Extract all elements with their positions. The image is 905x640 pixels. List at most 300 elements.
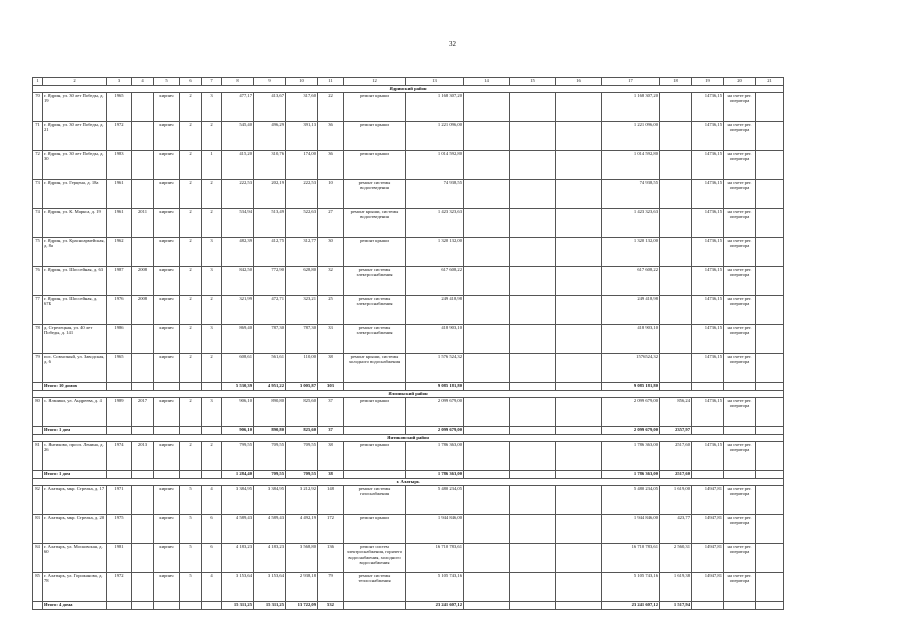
table-cell: Итого: 1 дом: [43, 427, 107, 435]
table-cell: [556, 93, 602, 122]
table-cell: [510, 471, 556, 479]
table-cell: 1 576 524,32: [406, 354, 464, 383]
table-cell: 14736,15: [692, 93, 724, 122]
table-cell: [344, 383, 406, 391]
table-cell: 1 423 323,63: [406, 209, 464, 238]
table-cell: [556, 427, 602, 435]
table-cell: кирпич: [154, 544, 180, 573]
total-row: [33, 471, 784, 479]
table-cell: ремонт крыши, системы водоотведения: [344, 209, 406, 238]
table-cell: [154, 427, 180, 435]
table-row: [33, 267, 784, 296]
table-cell: [756, 383, 784, 391]
table-cell: [344, 427, 406, 435]
table-cell: 2 560,31: [660, 544, 692, 573]
table-cell: 81: [33, 442, 43, 471]
table-cell: 5: [180, 573, 202, 602]
table-cell: 11: [318, 78, 344, 86]
table-cell: 148: [318, 486, 344, 515]
table-cell: 1975: [107, 515, 132, 544]
table-cell: [660, 93, 692, 122]
table-cell: [510, 180, 556, 209]
table-cell: [180, 602, 202, 610]
table-cell: 10: [286, 78, 318, 86]
table-cell: [556, 471, 602, 479]
table-cell: [756, 398, 784, 427]
table-cell: на счете рег. оператора: [724, 573, 756, 602]
table-cell: 9 085 181,80: [602, 383, 660, 391]
table-cell: [180, 383, 202, 391]
table-row: [33, 573, 784, 602]
table-cell: [464, 486, 510, 515]
table-cell: [464, 238, 510, 267]
table-cell: кирпич: [154, 296, 180, 325]
table-cell: кирпич: [154, 267, 180, 296]
table-cell: 70: [33, 93, 43, 122]
table-cell: 3 568,80: [286, 544, 318, 573]
table-cell: 33: [318, 325, 344, 354]
table-cell: [180, 471, 202, 479]
table-cell: 608,61: [222, 354, 254, 383]
table-cell: 412,75: [254, 238, 286, 267]
table-cell: [556, 442, 602, 471]
table-cell: [510, 93, 556, 122]
table-cell: пос. Совхозный, ул. Заводская, д. 6: [43, 354, 107, 383]
table-cell: 1 786 363,00: [406, 471, 464, 479]
table-row: [33, 180, 784, 209]
table-cell: 1974: [107, 442, 132, 471]
table-cell: 3 384,95: [254, 486, 286, 515]
total-row: [33, 427, 784, 435]
table-cell: 617 608,22: [406, 267, 464, 296]
table-cell: 3: [202, 398, 222, 427]
region-name: г. Алатырь: [33, 479, 784, 486]
table-cell: с. Яльчики, ул. Андреева, д. 4: [43, 398, 107, 427]
table-cell: 2: [180, 296, 202, 325]
table-cell: 16: [556, 78, 602, 86]
table-cell: 1 619,00: [660, 486, 692, 515]
table-cell: 1 168 307,20: [602, 93, 660, 122]
table-cell: [660, 383, 692, 391]
table-cell: 2: [202, 296, 222, 325]
table-cell: [33, 383, 43, 391]
table-cell: 1 168 307,20: [406, 93, 464, 122]
table-body: [33, 78, 784, 610]
table-cell: г. Ядрин, ул. 30 лет Победы, д. 30: [43, 151, 107, 180]
table-cell: на счете рег. оператора: [724, 325, 756, 354]
table-cell: 4: [202, 573, 222, 602]
table-cell: [756, 427, 784, 435]
table-cell: 222,53: [222, 180, 254, 209]
table-cell: 2: [180, 442, 202, 471]
table-cell: 30: [318, 238, 344, 267]
table-cell: 4 589,43: [254, 515, 286, 544]
table-cell: [132, 383, 154, 391]
table-cell: 2: [180, 209, 202, 238]
table-cell: 14736,15: [692, 354, 724, 383]
table-cell: кирпич: [154, 151, 180, 180]
table-cell: [132, 544, 154, 573]
table-cell: 303: [318, 383, 344, 391]
table-cell: [660, 296, 692, 325]
table-cell: г. Ядрин, ул. Шоссейная, д. 67Б: [43, 296, 107, 325]
table-cell: 79: [318, 573, 344, 602]
table-cell: [756, 209, 784, 238]
table-cell: на счете рег. оператора: [724, 296, 756, 325]
table-cell: 38: [318, 354, 344, 383]
table-cell: 73: [33, 180, 43, 209]
table-cell: 1 320 132,00: [406, 238, 464, 267]
table-cell: [107, 427, 132, 435]
table-cell: 3 384,95: [222, 486, 254, 515]
table-cell: 38: [318, 442, 344, 471]
table-cell: [344, 471, 406, 479]
table-cell: 174,00: [286, 151, 318, 180]
table-cell: [132, 122, 154, 151]
table-cell: 1981: [107, 544, 132, 573]
table-cell: 6: [202, 544, 222, 573]
table-cell: кирпич: [154, 398, 180, 427]
table-cell: 2008: [132, 296, 154, 325]
table-cell: 21: [756, 78, 784, 86]
table-cell: 1 786 363,00: [602, 471, 660, 479]
table-cell: [132, 573, 154, 602]
table-cell: [132, 471, 154, 479]
table-cell: 1971: [107, 486, 132, 515]
region-name: Ядринский район: [33, 86, 784, 93]
table-cell: ремонт крыши: [344, 93, 406, 122]
table-cell: 418 903,10: [602, 325, 660, 354]
table-cell: 32: [318, 267, 344, 296]
table-cell: 545,40: [222, 122, 254, 151]
table-cell: 2: [180, 180, 202, 209]
table-cell: 249 418,98: [406, 296, 464, 325]
table-cell: ремонт систем электроснабжения, горячего водоснабжения, холодного водоснабжения: [344, 544, 406, 573]
table-cell: 1961: [107, 180, 132, 209]
table-cell: 14736,15: [692, 122, 724, 151]
table-cell: 136: [318, 544, 344, 573]
table-cell: г. Ядрин, ул. 30 лет Победы, д. 21: [43, 122, 107, 151]
table-cell: [692, 471, 724, 479]
table-cell: кирпич: [154, 573, 180, 602]
table-cell: [660, 325, 692, 354]
table-cell: 14736,15: [692, 325, 724, 354]
table-cell: [33, 471, 43, 479]
table-cell: [132, 354, 154, 383]
table-cell: [132, 325, 154, 354]
region-header-row: [33, 479, 784, 486]
table-cell: [510, 442, 556, 471]
table-cell: 16 710 783,61: [406, 544, 464, 573]
table-cell: Итого: 1 дом: [43, 471, 107, 479]
table-cell: 37: [318, 398, 344, 427]
table-cell: [660, 122, 692, 151]
table-row: [33, 122, 784, 151]
table-cell: 38: [318, 471, 344, 479]
table-cell: кирпич: [154, 515, 180, 544]
table-cell: 1972: [107, 573, 132, 602]
table-cell: [510, 354, 556, 383]
table-cell: 19: [692, 78, 724, 86]
table-cell: [510, 238, 556, 267]
table-cell: кирпич: [154, 486, 180, 515]
table-cell: 83: [33, 515, 43, 544]
table-cell: ремонт системы электроснабжения: [344, 325, 406, 354]
table-cell: [464, 354, 510, 383]
table-cell: 1 423 323,63: [602, 209, 660, 238]
table-cell: 472,71: [254, 296, 286, 325]
table-cell: 16 710 783,61: [602, 544, 660, 573]
table-cell: 2011: [132, 209, 154, 238]
table-cell: 14947,81: [692, 515, 724, 544]
table-cell: [556, 573, 602, 602]
table-cell: 76: [33, 267, 43, 296]
table-cell: 14736,15: [692, 398, 724, 427]
table-cell: [464, 122, 510, 151]
table-cell: 1 320 132,00: [602, 238, 660, 267]
table-cell: 80: [33, 398, 43, 427]
table-cell: 418 903,10: [406, 325, 464, 354]
table-cell: [756, 602, 784, 610]
table-cell: 482,39: [222, 238, 254, 267]
table-cell: [556, 383, 602, 391]
table-cell: 1965: [107, 93, 132, 122]
table-cell: 4 951,22: [254, 383, 286, 391]
table-cell: 1 944 846,00: [406, 515, 464, 544]
table-cell: 2: [180, 354, 202, 383]
table-cell: [756, 325, 784, 354]
table-cell: 2: [180, 325, 202, 354]
table-cell: [510, 296, 556, 325]
table-cell: ремонт крыши: [344, 398, 406, 427]
table-cell: г. Алатырь, ул. Московская, д. 60: [43, 544, 107, 573]
table-cell: 6: [202, 515, 222, 544]
table-row: [33, 398, 784, 427]
table-cell: [556, 515, 602, 544]
table-cell: на счете рег. оператора: [724, 180, 756, 209]
table-cell: 709,55: [286, 471, 318, 479]
page-number: 32: [449, 40, 456, 48]
table-cell: на счете рег. оператора: [724, 151, 756, 180]
table-cell: 1962: [107, 238, 132, 267]
table-cell: кирпич: [154, 238, 180, 267]
table-cell: [756, 486, 784, 515]
table-cell: [510, 383, 556, 391]
table-cell: кирпич: [154, 209, 180, 238]
table-cell: на счете рег. оператора: [724, 515, 756, 544]
table-cell: [464, 325, 510, 354]
table-cell: 312,77: [286, 238, 318, 267]
table-cell: 5: [180, 515, 202, 544]
table-cell: кирпич: [154, 442, 180, 471]
total-row: [33, 383, 784, 391]
total-row: [33, 602, 784, 610]
table-cell: 4 183,23: [254, 544, 286, 573]
table-cell: [132, 427, 154, 435]
table-cell: 1987: [107, 267, 132, 296]
table-cell: Итого: 10 домов: [43, 383, 107, 391]
table-cell: 477,17: [222, 93, 254, 122]
table-cell: 5 105 743,16: [602, 573, 660, 602]
table-cell: [556, 296, 602, 325]
table-cell: 825,60: [286, 427, 318, 435]
table-cell: [510, 122, 556, 151]
table-cell: [724, 602, 756, 610]
table-cell: [692, 427, 724, 435]
table-cell: 2517,60: [660, 442, 692, 471]
table-cell: 79: [33, 354, 43, 383]
table-cell: 3: [202, 238, 222, 267]
table-cell: 1: [33, 78, 43, 86]
table-cell: 4 492,19: [286, 515, 318, 544]
table-cell: [556, 354, 602, 383]
table-cell: [756, 515, 784, 544]
table-row: [33, 238, 784, 267]
table-cell: 709,55: [254, 471, 286, 479]
table-cell: [556, 398, 602, 427]
table-cell: 2357,97: [660, 427, 692, 435]
table-cell: [660, 151, 692, 180]
table-cell: 906,10: [222, 427, 254, 435]
table-cell: 1 284,40: [222, 471, 254, 479]
table-cell: [202, 602, 222, 610]
table-cell: 321,99: [222, 296, 254, 325]
table-cell: 415,20: [222, 151, 254, 180]
table-cell: 14947,81: [692, 573, 724, 602]
table-cell: 74: [33, 209, 43, 238]
table-cell: 22: [318, 93, 344, 122]
table-cell: [510, 209, 556, 238]
table-cell: 9 085 181,80: [406, 383, 464, 391]
table-cell: [756, 180, 784, 209]
table-cell: [660, 267, 692, 296]
table-cell: 15 311,25: [222, 602, 254, 610]
table-cell: [132, 486, 154, 515]
table-cell: [107, 471, 132, 479]
table-cell: 3: [202, 93, 222, 122]
table-cell: 9: [254, 78, 286, 86]
table-cell: 18: [660, 78, 692, 86]
table-cell: кирпич: [154, 93, 180, 122]
table-cell: ремонт крыши: [344, 238, 406, 267]
table-cell: [132, 151, 154, 180]
table-cell: 5: [180, 544, 202, 573]
table-cell: 2 099 679,00: [602, 398, 660, 427]
table-cell: [692, 383, 724, 391]
table-cell: 14736,15: [692, 296, 724, 325]
table-cell: ремонт системы водоотведения: [344, 180, 406, 209]
region-header-row: [33, 435, 784, 442]
table-cell: [756, 471, 784, 479]
table-cell: [756, 296, 784, 325]
table-cell: 825,60: [286, 398, 318, 427]
table-cell: 3: [202, 267, 222, 296]
table-cell: [33, 602, 43, 610]
table-cell: [510, 544, 556, 573]
table-cell: 1 786 363,00: [602, 442, 660, 471]
table-cell: 14736,15: [692, 442, 724, 471]
table-cell: [756, 442, 784, 471]
table-cell: [756, 573, 784, 602]
table-cell: 2: [202, 122, 222, 151]
table-cell: на счете рег. оператора: [724, 486, 756, 515]
table-cell: [464, 602, 510, 610]
table-cell: г. Ядрин, ул. Шоссейная, д. 63: [43, 267, 107, 296]
table-cell: 2: [202, 354, 222, 383]
table-row: [33, 442, 784, 471]
column-number-row: [33, 78, 784, 86]
table-cell: [132, 602, 154, 610]
table-cell: [464, 515, 510, 544]
table-cell: 2008: [132, 267, 154, 296]
table-cell: 2: [180, 267, 202, 296]
table-cell: [556, 325, 602, 354]
table-cell: 323,21: [286, 296, 318, 325]
table-cell: [724, 427, 756, 435]
table-cell: ремонт крыши, системы холодного водоснабжения: [344, 354, 406, 383]
table-cell: 72: [33, 151, 43, 180]
table-cell: 2 099 679,00: [406, 427, 464, 435]
table-cell: 522,63: [286, 209, 318, 238]
table-cell: [756, 354, 784, 383]
table-cell: 3: [202, 325, 222, 354]
table-cell: [756, 151, 784, 180]
table-cell: на счете рег. оператора: [724, 122, 756, 151]
table-cell: [660, 180, 692, 209]
table-cell: 249 418,98: [602, 296, 660, 325]
table-cell: 8: [222, 78, 254, 86]
table-cell: на счете рег. оператора: [724, 354, 756, 383]
table-row: [33, 325, 784, 354]
table-cell: [556, 544, 602, 573]
table-cell: 3 212,92: [286, 486, 318, 515]
table-cell: на счете рег. оператора: [724, 398, 756, 427]
table-row: [33, 486, 784, 515]
table-cell: [510, 151, 556, 180]
table-cell: 5 480 234,05: [602, 486, 660, 515]
table-cell: 496,29: [254, 122, 286, 151]
table-cell: 1 944 846,00: [602, 515, 660, 544]
table-cell: 1 786 363,00: [406, 442, 464, 471]
table-cell: [464, 267, 510, 296]
table-cell: [510, 267, 556, 296]
table-cell: 78: [33, 325, 43, 354]
table-cell: 709,55: [286, 442, 318, 471]
table-cell: 532: [318, 602, 344, 610]
region-name: Яльчикский район: [33, 391, 784, 398]
table-cell: 14736,15: [692, 267, 724, 296]
table-cell: [556, 238, 602, 267]
table-cell: 2: [43, 78, 107, 86]
table-cell: 172: [318, 515, 344, 544]
table-cell: 4 183,23: [222, 544, 254, 573]
table-cell: 12: [344, 78, 406, 86]
table-cell: 20: [724, 78, 756, 86]
table-cell: [556, 151, 602, 180]
table-cell: 2 938,18: [286, 573, 318, 602]
table-cell: 27: [318, 209, 344, 238]
table-cell: 82: [33, 486, 43, 515]
table-cell: 4: [202, 486, 222, 515]
table-cell: 1961: [107, 209, 132, 238]
table-cell: [464, 296, 510, 325]
region-header-row: [33, 86, 784, 93]
table-cell: [724, 383, 756, 391]
table-cell: ремонт крыши: [344, 442, 406, 471]
table-cell: г. Алатырь, мкр. Стрелка, д. 20: [43, 515, 107, 544]
table-cell: 2: [180, 151, 202, 180]
table-row: [33, 354, 784, 383]
